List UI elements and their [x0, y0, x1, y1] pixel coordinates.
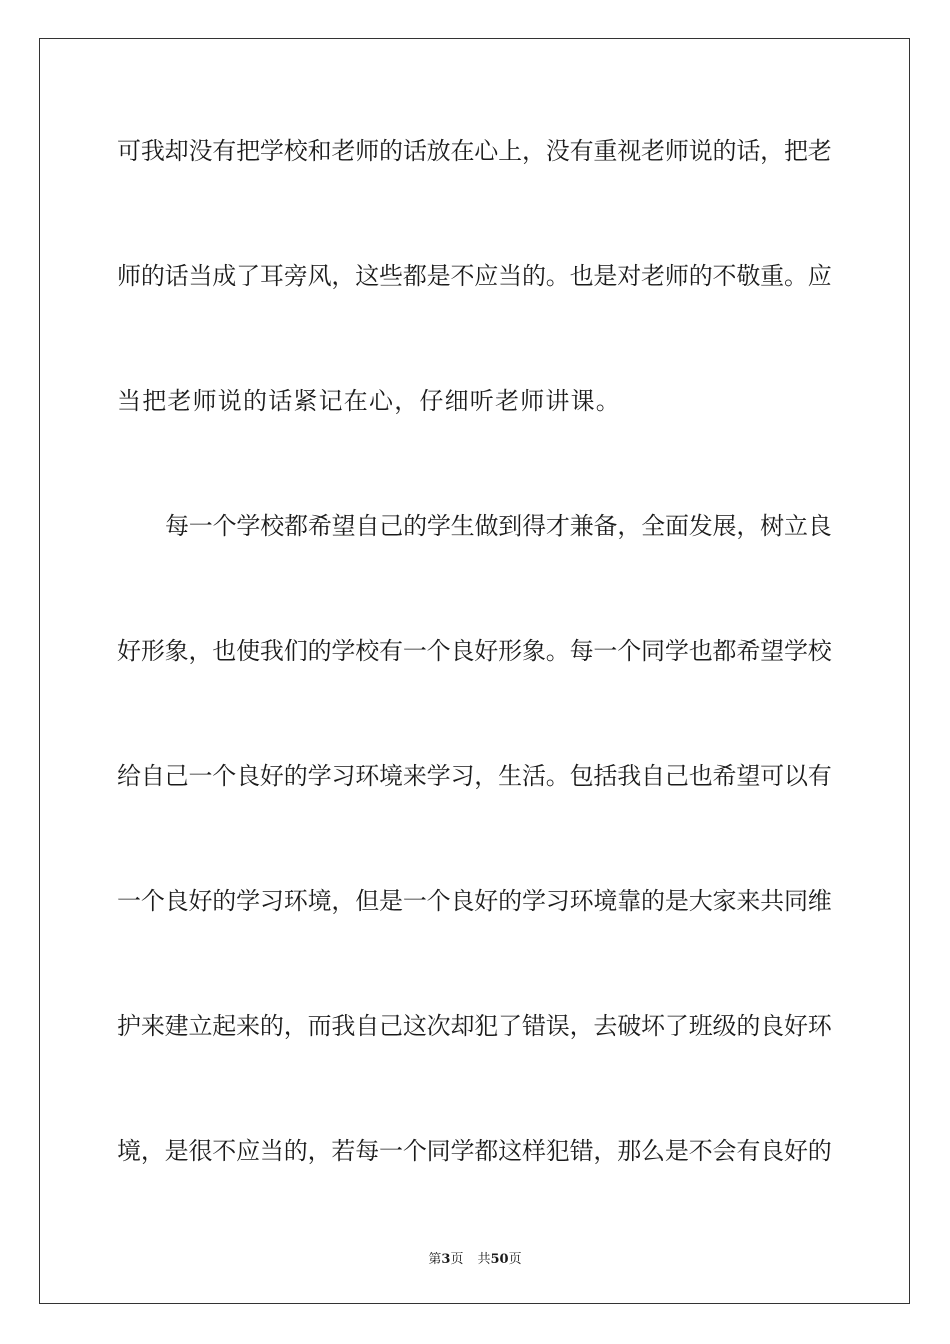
text-line: 可我却没有把学校和老师的话放在心上，没有重视老师说的话，把老: [117, 137, 832, 165]
text-line: 当把老师说的话紧记在心，仔细听老师讲课。: [117, 387, 621, 415]
page-footer: [0, 1248, 950, 1267]
text-line: 给自己一个良好的学习环境来学习，生活。包括我自己也希望可以有: [117, 762, 832, 790]
page-prefix: 第: [428, 1252, 442, 1267]
page-border: [39, 38, 910, 1304]
page-suffix: 页: [450, 1252, 464, 1267]
total-suffix: 页: [508, 1252, 522, 1267]
text-line: 师的话当成了耳旁风，这些都是不应当的。也是对老师的不敬重。应: [117, 262, 832, 290]
text-line: 护来建立起来的，而我自己这次却犯了错误，去破坏了班级的良好环: [117, 1012, 832, 1040]
text-line: 境，是很不应当的，若每一个同学都这样犯错，那么是不会有良好的: [117, 1137, 832, 1165]
page-number: 3: [441, 1252, 451, 1267]
paragraph-first-line: 每一个学校都希望自己的学生做到得才兼备，全面发展，树立良: [165, 512, 832, 540]
text-line: 好形象，也使我们的学校有一个良好形象。每一个同学也都希望学校: [117, 637, 832, 665]
total-prefix: 共: [477, 1252, 491, 1267]
text-line: 一个良好的学习环境，但是一个良好的学习环境靠的是大家来共同维: [117, 887, 832, 915]
total-pages: 50: [490, 1252, 509, 1267]
